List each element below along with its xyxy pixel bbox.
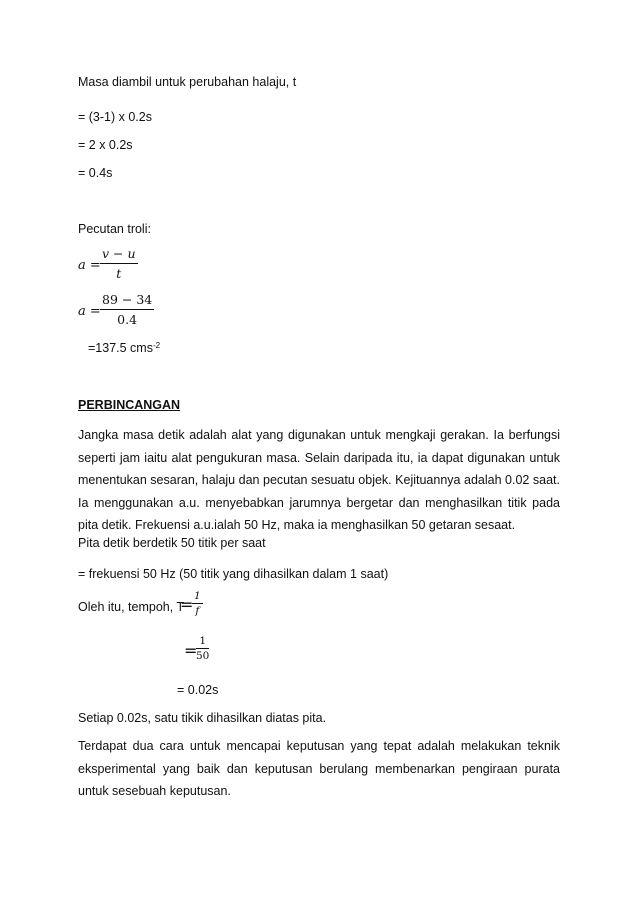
period-fraction-2-numerator: 1 <box>199 635 207 647</box>
discussion-paragraph-2: Terdapat dua cara untuk mencapai keputusan yang tepat adalah melakukan teknik eksperimental yang baik dan keputusan berulang membenarkan pengiraan purata untuk sesebuah keputusan. <box>78 739 560 798</box>
period-label-text: Oleh itu, tempoh, T <box>78 600 185 614</box>
period-fraction-1-numerator: 1 <box>194 590 201 602</box>
period-label <box>78 599 184 615</box>
ticker-tape-rate: Pita detik berdetik 50 titik per saat <box>78 536 266 550</box>
time-change-label: Masa diambil untuk perubahan halaju, t <box>78 75 297 89</box>
period-fraction-2-denominator: 50 <box>196 650 210 662</box>
eq1-fraction <box>100 246 138 281</box>
acceleration-result-value: =137.5 cms <box>88 341 153 355</box>
time-calc-step1: = (3-1) x 0.2s <box>78 110 152 124</box>
eq2-numerator: 89 − 34 <box>102 292 153 307</box>
eq2-fraction <box>100 292 154 327</box>
acceleration-result <box>88 340 160 356</box>
period-fraction-1-denominator: f <box>192 603 203 617</box>
acceleration-result-exponent: -2 <box>152 341 161 350</box>
period-fraction-1 <box>192 590 203 617</box>
time-calc-result: = 0.4s <box>78 166 113 180</box>
time-calc-step2: = 2 x 0.2s <box>78 138 133 152</box>
period-equals-2: = <box>184 641 198 660</box>
period-result: = 0.02s <box>177 683 219 697</box>
frequency-statement: = frekuensi 50 Hz (50 titik yang dihasilkan dalam 1 saat) <box>78 567 389 581</box>
eq1-lhs: a = <box>78 258 101 273</box>
eq1-numerator: v − u <box>102 246 136 261</box>
eq1-denominator: t <box>100 263 138 281</box>
discussion-heading: PERBINCANGAN <box>78 398 181 412</box>
period-fraction-2 <box>196 635 209 662</box>
eq2-denominator: 0.4 <box>100 309 154 327</box>
period-equals-1: = <box>180 595 194 614</box>
discussion-paragraph-1: Jangka masa detik adalah alat yang digunakan untuk mengkaji gerakan. Ia berfungsi seperti jam iaitu alat pengukuran masa. Selain daripada itu, ia dapat digunakan untuk menentukan sesaran, halaju dan pecutan sesuatu objek. Kejituannya adalah 0.02 saat. Ia menggunakan a.u. menyebabkan jarumnya bergetar dan menghasilkan titik pada pita detik. Frekuensi a.u.ialah 50 Hz, maka ia menghasilkan 50 getaran sesaat. <box>78 428 560 532</box>
tick-statement: Setiap 0.02s, satu tikik dihasilkan diatas pita. <box>78 711 327 725</box>
acceleration-label: Pecutan troli: <box>78 222 151 236</box>
eq2-lhs: a = <box>78 304 101 319</box>
